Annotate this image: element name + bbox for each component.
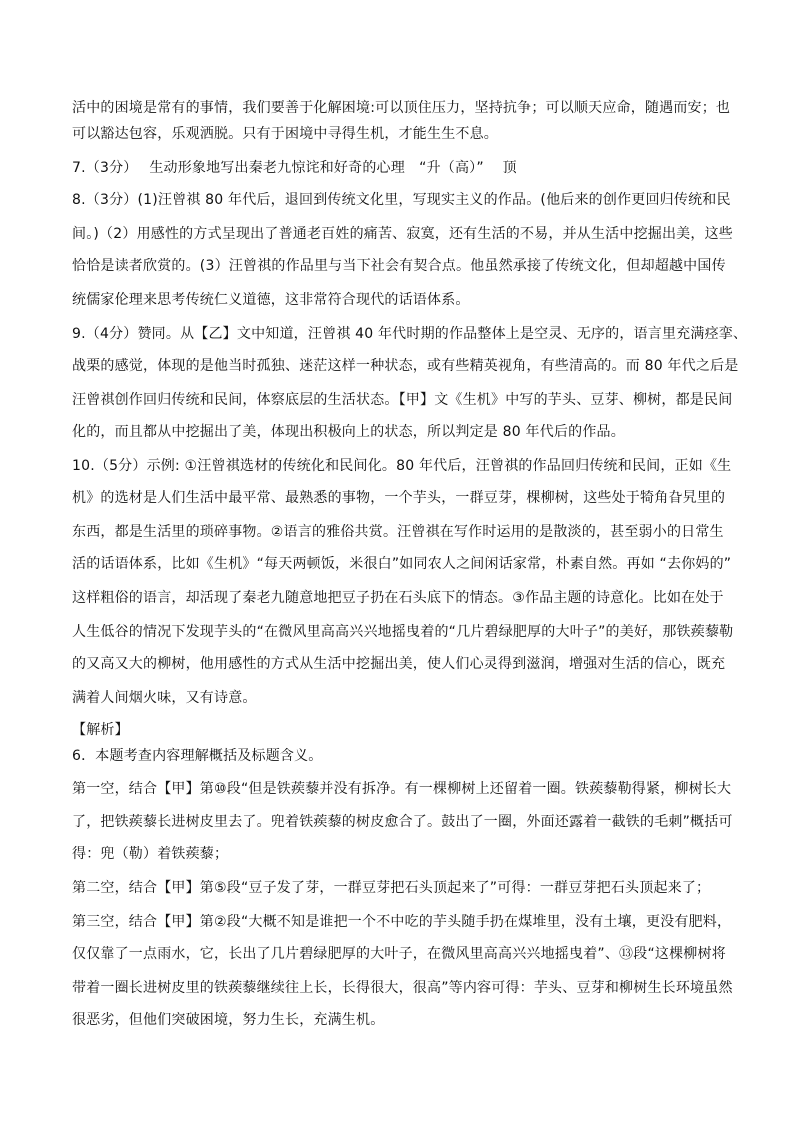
text-line: 的又高又大的柳树，他用感性的方式从生活中挖掘出美，使人们心灵得到滋润，增强对生活的信心，既充: [72, 656, 726, 672]
text-line: 9.（4分）赞同。从【乙】文中知道，汪曾祺 40 年代时期的作品整体上是空灵、无序的，语言里充满痉挛、: [72, 326, 748, 342]
text-line: 东西，都是生活里的琐碎事物。②语言的雅俗共赏。汪曾祺在写作时运用的是散淡的，甚至弱小的日常生: [72, 524, 724, 540]
text-line: 6．本题考查内容理解概括及标题含义。: [72, 748, 323, 764]
text-line: 恰恰是读者欣赏的。(3）汪曾祺的作品里与当下社会有契合点。他虽然承接了传统文化，但却超越中国传: [72, 258, 726, 274]
text-line: 统儒家伦理来思考传统仁义道德，这非常符合现代的话语体系。: [72, 292, 470, 308]
text-line: 8.（3分）(1)汪曾祺 80 年代后，退回到传统文化里，写现实主义的作品。(他后来的创作更回归传统和民: [72, 192, 731, 208]
text-line: 汪曾祺创作回归传统和民间，体察底层的生活状态。【甲】文《生机》中写的芋头、豆芽、柳树，都是民间: [72, 392, 733, 408]
text-line: 活中的困境是常有的事情，我们要善于化解困境:可以顶住压力，坚持抗争；可以顺天应命，随遇而安；也: [72, 100, 731, 116]
text-line: 第三空，结合【甲】第②段“大概不知是谁把一个不中吃的芋头随手扔在煤堆里，没有土壤，更没有肥料，: [72, 914, 732, 930]
text-line: 机》的选材是人们生活中最平常、最熟悉的事物，一个芋头，一群豆芽，棵柳树，这些处于犄角旮旯里的: [72, 490, 726, 506]
text-line: 第一空，结合【甲】第⑩段“但是铁蒺藜并没有拆净。有一棵柳树上还留着一圈。铁蒺藜勒得紧，柳树长大: [72, 781, 732, 797]
text-line: 满着人间烟火味，又有诗意。: [72, 690, 257, 706]
text-line: 间。)（2）用感性的方式呈现出了普通老百姓的痛苦、寂寞，还有生活的不易，并从生活中挖掘出美，这些: [72, 226, 733, 242]
text-line: 得：兜（勒）着铁蒺藜；: [72, 846, 229, 862]
text-line: 很恶劣，但他们突破困境，努力生长，充满生机。: [72, 1012, 385, 1028]
text-line: 活的话语体系，比如《生机》“每天两顿饭，米很白”如同农人之间闲话家常，朴素自然。再如 “去你妈的”: [72, 556, 732, 572]
text-line: 化的，而且都从中挖掘出了美，体现出积极向上的状态，所以判定是 80 年代后的作品。: [72, 424, 625, 440]
text-line: 第二空，结合【甲】第⑤段“豆子发了芽，一群豆芽把石头顶起来了”可得：一群豆芽把石头顶起来了；: [72, 880, 711, 896]
text-line: 这样粗俗的语言，却活现了秦老九随意地把豆子扔在石头底下的情态。③作品主题的诗意化。比如在处于: [72, 590, 724, 606]
text-line: 7.（3分） 生动形象地写出秦老九惊诧和好奇的心理 “升（高）” 顶: [72, 160, 517, 176]
text-line: 了，把铁蒺藜长进树皮里去了。兜着铁蒺藜的树皮愈合了。鼓出了一圈，外面还露着一截铁的毛刺”概括可: [72, 814, 733, 830]
text-line: 【解析】: [72, 722, 129, 738]
text-line: 人生低谷的情况下发现芋头的“在微风里高高兴兴地摇曳着的“几片碧绿肥厚的大叶子”的美好，那铁蒺藜勒: [72, 624, 734, 640]
text-line: 带着一圈长进树皮里的铁蒺藜继续往上长，长得很大，很高”等内容可得：芋头、豆芽和柳树生长环境虽然: [72, 980, 733, 996]
text-line: 可以豁达包容，乐观洒脱。只有于困境中寻得生机，才能生生不息。: [72, 126, 498, 142]
text-line: 战栗的感觉，体现的是他当时孤独、迷茫这样一种状态，或有些精英视角，有些清高的。而 80 年代之后是: [72, 358, 739, 374]
text-line: 仅仅靠了一点雨水，它，长出了几片碧绿肥厚的大叶子，在微风里高高兴兴地摇曳着”、⑬段“这棵柳树将: [72, 946, 726, 962]
text-line: 10.（5分）示例: ①汪曾祺选材的传统化和民间化。80 年代后，汪曾祺的作品回归传统和民间，正如《生: [72, 458, 732, 474]
